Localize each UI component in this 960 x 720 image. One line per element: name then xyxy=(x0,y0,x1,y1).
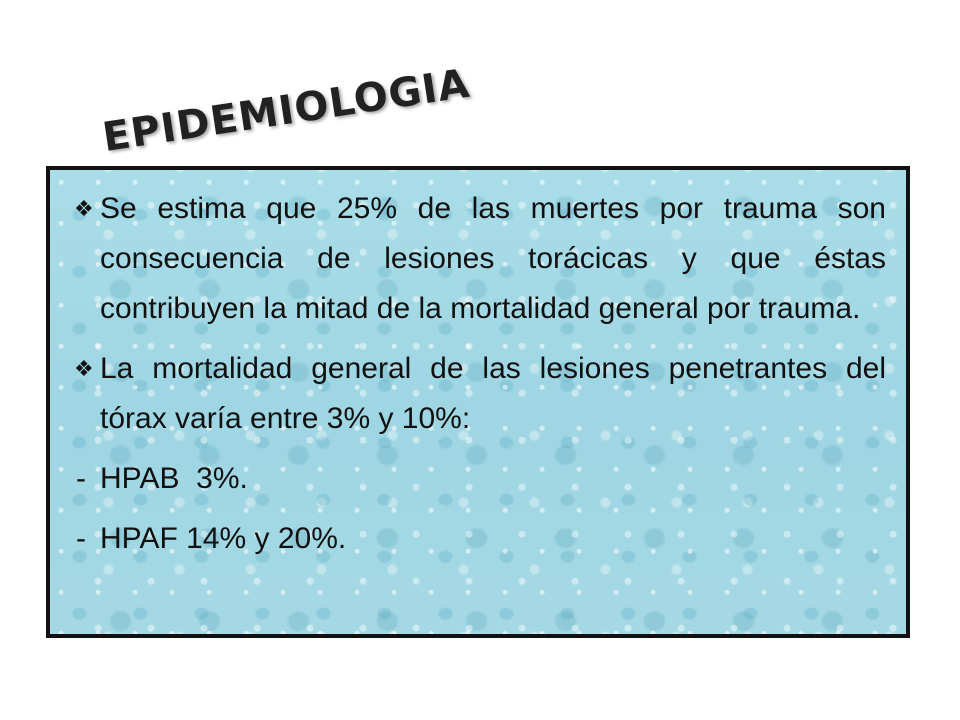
content-text xyxy=(74,184,886,574)
bullet-item xyxy=(74,344,886,444)
diamond-bullet-icon: ❖ xyxy=(74,196,94,221)
bullet-item xyxy=(74,184,886,334)
slide-title: EPIDEMIOLOGIA xyxy=(99,60,473,161)
dash-item xyxy=(74,454,886,504)
content-box xyxy=(46,166,910,638)
dash-item-text: HPAF 14% y 20%. xyxy=(100,522,347,555)
dash-mark: - xyxy=(76,462,86,495)
bullet-text: Se estima que 25% de las muertes por trauma son consecuencia de lesiones torácicas y que éstas contribuyen la mitad de la mortalidad general por trauma. xyxy=(100,192,886,325)
dash-item-text: HPAB 3%. xyxy=(100,462,248,495)
bullet-text: La mortalidad general de las lesiones penetrantes del tórax varía entre 3% y 10%: xyxy=(100,352,886,435)
dash-item xyxy=(74,514,886,564)
diamond-bullet-icon: ❖ xyxy=(74,356,94,381)
dash-mark: - xyxy=(76,522,86,555)
